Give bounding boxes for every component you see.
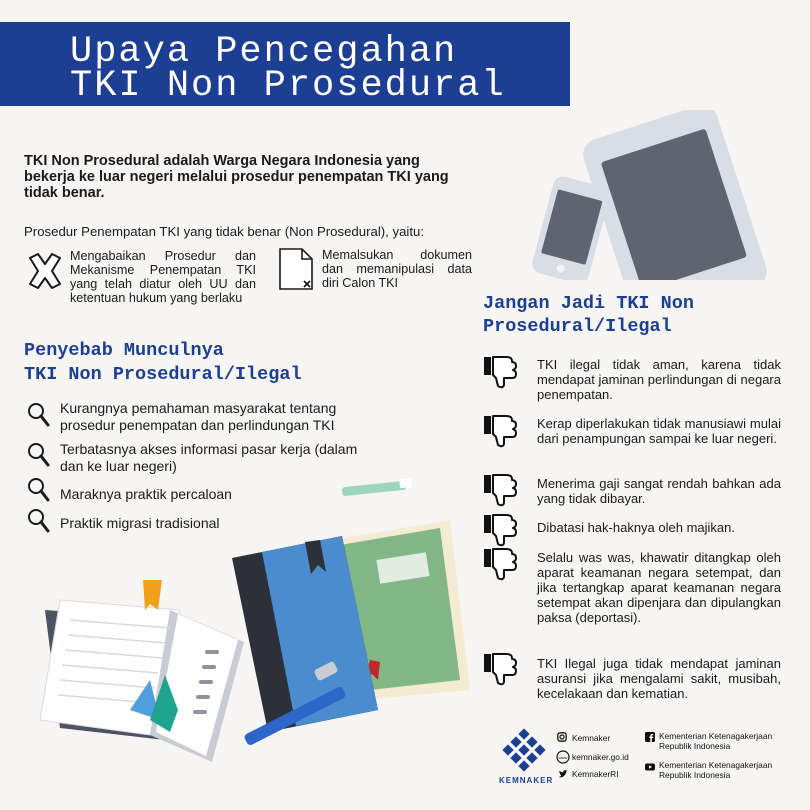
x-mark-icon xyxy=(24,250,66,292)
magnifier-icon xyxy=(26,401,50,427)
social-instagram[interactable]: Kemnaker xyxy=(572,733,611,743)
facebook-icon[interactable] xyxy=(645,732,655,742)
document-x-icon xyxy=(276,245,316,293)
cause-item: Kurangnya pemahaman masyarakat tentang prosedur penempatan dan perlindungan TKI xyxy=(60,400,337,433)
jangan-heading-line-2: Prosedural/Ilegal xyxy=(483,316,672,337)
cause-item: Maraknya praktik percaloan xyxy=(60,486,232,502)
thumbs-down-icon xyxy=(482,547,518,581)
cause-item: Praktik migrasi tradisional xyxy=(60,515,220,531)
open-notebook-illustration xyxy=(40,580,244,762)
warning-item: Menerima gaji sangat rendah bahkan ada yang tidak dibayar. xyxy=(537,476,781,506)
thumbs-down-icon xyxy=(482,414,518,448)
warning-item: Kerap diperlakukan tidak manusiawi mulai dari penampungan sampai ke luar negeri. xyxy=(537,416,781,446)
prosedur-heading: Prosedur Penempatan TKI yang tidak benar (Non Prosedural), yaitu: xyxy=(24,224,424,239)
thumbs-down-icon xyxy=(482,652,518,686)
devices-illustration xyxy=(530,110,770,280)
thumbs-down-icon xyxy=(482,513,518,547)
penyebab-heading-line-2: TKI Non Prosedural/Ilegal xyxy=(24,364,302,385)
logo-label: KEMNAKER xyxy=(499,776,554,785)
facebook-page-line-1[interactable]: Kementerian Ketenagakerjaan xyxy=(659,731,773,741)
instagram-icon[interactable] xyxy=(557,732,567,742)
magnifier-icon xyxy=(26,441,50,467)
facebook-page-line-2[interactable]: Republik Indonesia xyxy=(659,741,731,751)
warning-item: Dibatasi hak-haknya oleh majikan. xyxy=(537,520,735,535)
svg-text:www: www xyxy=(558,755,568,760)
youtube-page-line-2[interactable]: Republik Indonesia xyxy=(659,770,731,780)
social-web[interactable]: kemnaker.go.id xyxy=(572,752,629,762)
prosedur-item: Memalsukan dokumen dan memanipulasi data diri Calon TKI xyxy=(322,248,472,290)
youtube-page-line-1[interactable]: Kementerian Ketenagakerjaan xyxy=(659,760,773,770)
jangan-heading-line-1: Jangan Jadi TKI Non xyxy=(483,293,694,314)
stacked-books-illustration xyxy=(232,520,470,732)
twitter-icon[interactable] xyxy=(558,769,568,779)
penyebab-heading-line-1: Penyebab Munculnya xyxy=(24,340,224,361)
social-twitter[interactable]: KemnakerRI xyxy=(572,769,619,779)
prosedur-item: Mengabaikan Prosedur dan Mekanisme Penempatan TKI yang telah diatur oleh UU dan ketentuan hukum yang berlaku xyxy=(70,249,256,305)
thumbs-down-icon xyxy=(482,355,518,389)
title-line-1: Upaya Pencegahan xyxy=(70,31,458,73)
warning-item: TKI Ilegal juga tidak mendapat jaminan asuransi jika mengalami sakit, musibah, kecelakaan dan kematian. xyxy=(537,656,781,701)
title-line-2: TKI Non Prosedural xyxy=(70,65,506,107)
cause-item: Terbatasnya akses informasi pasar kerja (dalam dan ke luar negeri) xyxy=(60,441,358,474)
thumbs-down-icon xyxy=(482,473,518,507)
phone-illustration xyxy=(530,174,612,280)
books-illustration xyxy=(0,470,480,810)
youtube-icon[interactable] xyxy=(645,762,655,772)
warning-item: Selalu was was, khawatir ditangkap oleh aparat keamanan negara setempat, dan jika tertangkap aparat keamanan negara setempat akan dipenjara dan dipulangkan paksa (deportasi). xyxy=(537,550,781,625)
kemnaker-logo xyxy=(501,728,547,774)
web-icon[interactable] xyxy=(556,750,570,764)
intro-text: TKI Non Prosedural adalah Warga Negara Indonesia yang bekerja ke luar negeri melalui prosedur penempatan TKI yang tidak benar. xyxy=(24,153,449,201)
warning-item: TKI ilegal tidak aman, karena tidak mendapat jaminan perlindungan di negara penempatan. xyxy=(537,357,781,402)
pen-top-illustration xyxy=(342,478,412,496)
